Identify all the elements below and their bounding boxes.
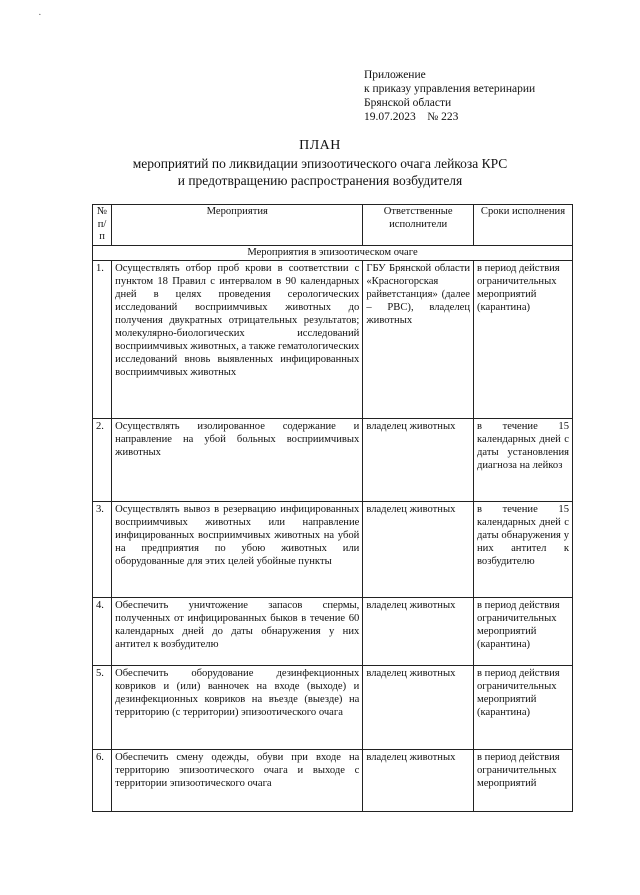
row-responsible: владелец животных [363,597,474,665]
table-row [93,260,573,418]
row-deadline: в период действия ограничительных мероприятий (карантина) [474,665,573,749]
appendix-date-number: 19.07.2023 № 223 [364,111,459,123]
row-num: 1. [93,260,112,418]
document-title [0,137,640,189]
header-measure: Мероприятия [112,205,363,246]
appendix-block [364,68,535,124]
header-num: № п/п [93,205,112,246]
appendix-line-3: Брянской области [364,97,452,109]
header-deadline: Сроки исполнения [474,205,573,246]
row-deadline: в период действия ограничительных мероприятий [474,749,573,811]
row-deadline: в период действия ограничительных мероприятий (карантина) [474,597,573,665]
row-num: 6. [93,749,112,811]
table-row [93,597,573,665]
row-measure: Осуществлять вывоз в резервацию инфицированных восприимчивых животных или направление инфицированных восприимчивых животных на убой на предприятия по убою животных или оборудованные для этих целей убойные пункты [112,501,363,597]
table-header-row [93,205,573,246]
row-responsible: владелец животных [363,501,474,597]
table-row [93,665,573,749]
row-responsible: владелец животных [363,665,474,749]
row-measure: Осуществлять отбор проб крови в соответствии с пунктом 18 Правил с интервалом в 90 календарных дней в целях проведения серологических исследований восприимчивых животных до получения двукратных отрицательных результатов; молекулярно-биологических исследований восприимчивых животных, а также гематологических исследований вновь выявленных инфицированных восприимчивых животных [112,260,363,418]
plan-subtitle-line-2: и предотвращению распространения возбудителя [177,173,463,188]
table-row [93,501,573,597]
row-deadline: в период действия ограничительных мероприятий (карантина) [474,260,573,418]
section-row [93,245,573,260]
row-measure: Осуществлять изолированное содержание и направление на убой больных восприимчивых животных [112,418,363,501]
row-deadline: в течение 15 календарных дней с даты обнаружения у них антител к возбудителю [474,501,573,597]
row-responsible: владелец животных [363,749,474,811]
header-responsible: Ответственные исполнители [363,205,474,246]
corner-mark: · [38,9,42,21]
plan-subtitle-line-1: мероприятий по ликвидации эпизоотического очага лейкоза КРС [132,156,508,171]
plan-heading: ПЛАН [299,138,341,153]
section-title: Мероприятия в эпизоотическом очаге [93,245,573,260]
table-row [93,418,573,501]
row-measure: Обеспечить смену одежды, обуви при входе на территорию эпизоотического очага и выходе с территории эпизоотического очага [112,749,363,811]
row-num: 4. [93,597,112,665]
row-responsible: ГБУ Брянской области «Красногорская райветстанция» (далее – РВС), владелец животных [363,260,474,418]
row-measure: Обеспечить уничтожение запасов спермы, полученных от инфицированных быков в течение 60 календарных дней до даты обнаружения у них антител к возбудителю [112,597,363,665]
row-deadline: в течение 15 календарных дней с даты установления диагноза на лейкоз [474,418,573,501]
measures-table [92,204,573,812]
row-measure: Обеспечить оборудование дезинфекционных ковриков и (или) ванночек на входе (выходе) и дезинфекционных ковриков на въезде (выезде) на территорию (с территории) эпизоотического очага [112,665,363,749]
table-row [93,749,573,811]
row-num: 5. [93,665,112,749]
appendix-line-1: Приложение [364,69,426,81]
row-responsible: владелец животных [363,418,474,501]
appendix-line-2: к приказу управления ветеринарии [364,83,536,95]
row-num: 2. [93,418,112,501]
row-num: 3. [93,501,112,597]
